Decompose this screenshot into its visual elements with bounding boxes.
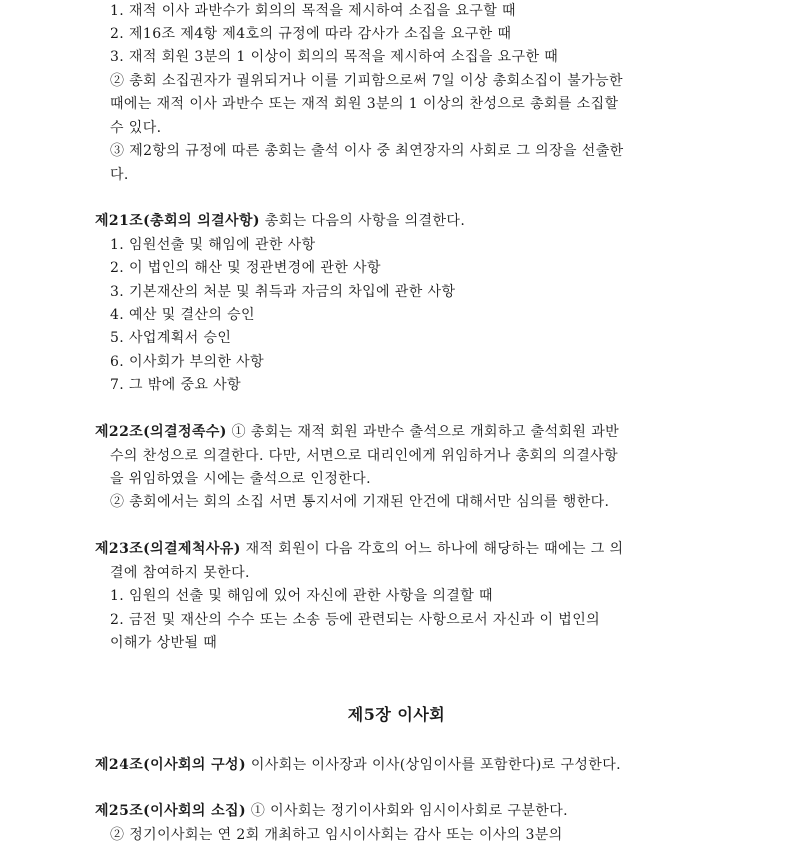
list-item: 2. 이 법인의 해산 및 정관변경에 관한 사항 [110,260,381,276]
article-title: 제24조(이사회의 구성) [95,757,246,773]
article-title: 제21조(총회의 의결사항) [95,213,260,229]
list-item: 6. 이사회가 부의한 사항 [110,354,265,370]
paragraph-line: 때에는 재적 이사 과반수 또는 재적 회원 3분의 1 이상의 찬성으로 총회를 소집할 [110,96,619,112]
paragraph-line: ③ 제2항의 규정에 따른 총회는 출석 이사 중 최연장자의 사회로 그 의장을 선출한 [110,143,624,159]
article-24-heading [95,755,621,775]
list-item: 2. 금전 및 재산의 수수 또는 소송 등에 관련되는 사항으로서 자신과 이 법인의 [110,612,601,628]
list-item: 3. 기본재산의 처분 및 취득과 자금의 차입에 관한 사항 [110,284,456,300]
article-title: 제23조(의결제척사유) [95,541,241,557]
article-text: ① 이사회는 정기이사회와 임시이사회로 구분한다. [246,803,568,819]
list-item: 1. 임원선출 및 해임에 관한 사항 [110,237,316,253]
paragraph-line: 수의 찬성으로 의결한다. 다만, 서면으로 대리인에게 위임하거나 총회의 의결사항 [110,448,618,464]
paragraph-line: 결에 참여하지 못한다. [110,565,250,581]
paragraph-line: ② 정기이사회는 연 2회 개최하고 임시이사회는 감사 또는 이사의 3분의 [110,827,563,843]
article-text: 총회는 다음의 사항을 의결한다. [259,213,466,229]
paragraph-line: 이해가 상반될 때 [110,635,218,651]
list-item: 3. 재적 회원 3분의 1 이상이 회의의 목적을 제시하여 소집을 요구한 때 [110,49,559,65]
list-item: 2. 제16조 제4항 제4호의 규정에 따라 감사가 소집을 요구한 때 [110,26,512,42]
article-23-heading [95,539,623,559]
article-title: 제25조(이사회의 소집) [95,803,246,819]
article-21-heading [95,211,465,231]
article-25-heading [95,801,568,821]
article-title: 제22조(의결정족수) [95,424,227,440]
article-text: 이사회는 이사장과 이사(상임이사를 포함한다)로 구성한다. [246,757,621,773]
paragraph-line: ② 총회 소집권자가 궐위되거나 이를 기피함으로써 7일 이상 총회소집이 불가능한 [110,73,623,89]
article-text: ① 총회는 재적 회원 과반수 출석으로 개회하고 출석회원 과반 [226,424,620,440]
paragraph-line: 을 위임하였을 시에는 출석으로 인정한다. [110,471,371,487]
list-item: 1. 임원의 선출 및 해임에 있어 자신에 관한 사항을 의결할 때 [110,588,493,604]
list-item: 1. 재적 이사 과반수가 회의의 목적을 제시하여 소집을 요구할 때 [110,3,516,19]
list-item: 4. 예산 및 결산의 승인 [110,307,255,323]
paragraph-line: ② 총회에서는 회의 소집 서면 통지서에 기재된 안건에 대해서만 심의를 행한다. [110,494,610,510]
list-item: 5. 사업계획서 승인 [110,330,232,346]
article-text: 재적 회원이 다음 각호의 어느 하나에 해당하는 때에는 그 의 [240,541,624,557]
chapter-heading: 제5장 이사회 [347,705,446,724]
paragraph-line: 다. [110,167,129,183]
list-item: 7. 그 밖에 중요 사항 [110,377,242,393]
article-22-heading [95,422,619,442]
paragraph-line: 수 있다. [110,120,162,136]
